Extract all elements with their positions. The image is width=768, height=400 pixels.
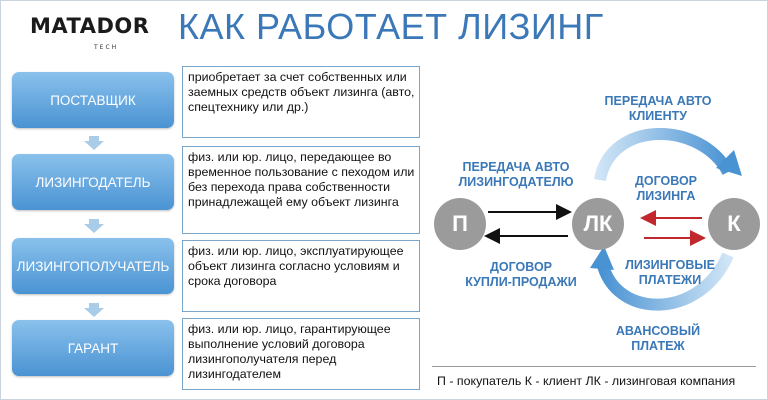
label-transfer-client: ПЕРЕДАЧА АВТО КЛИЕНТУ: [604, 94, 712, 123]
description-lessor: физ. или юр. лицо, передающее во временное пользование с пеходом или без перехода права собственности принадлежащей ему объект лизинга: [182, 146, 420, 234]
logo-word: MATADOR: [30, 14, 150, 38]
legend-text: П - покупатель К - клиент ЛК - лизинговая компания: [437, 374, 736, 388]
node-buyer: П: [434, 198, 486, 250]
node-client: К: [708, 198, 760, 250]
label-advance-payment: АВАНСОВЫЙ ПЛАТЕЖ: [615, 324, 701, 353]
role-supplier: ПОСТАВЩИК: [12, 72, 174, 128]
role-guarantor: ГАРАНТ: [12, 320, 174, 376]
role-lessor: ЛИЗИНГОДАТЕЛЬ: [12, 154, 174, 210]
down-arrow-icon: [84, 136, 104, 150]
description-lessee: физ. или юр. лицо, эксплуатирующее объект лизинга согласно условиям и срока договора: [182, 240, 420, 312]
label-transfer-lessor: ПЕРЕДАЧА АВТО ЛИЗИНГОДАТЕЛЮ: [458, 160, 574, 189]
label-lease-contract: ДОГОВОР ЛИЗИНГА: [634, 174, 698, 203]
matador-logo: [30, 12, 150, 56]
page-title: КАК РАБОТАЕТ ЛИЗИНГ: [178, 6, 604, 47]
down-arrow-icon: [84, 219, 104, 233]
description-supplier: приобретает за счет собственных или заемных средств объект лизинга (авто, спецтехнику или др.): [182, 66, 420, 138]
description-guarantor: физ. или юр. лицо, гарантирующее выполнение условий договора лизингополучателя перед лизингодателем: [182, 318, 420, 390]
role-lessee: ЛИЗИНГОПОЛУЧАТЕЛЬ: [12, 238, 174, 294]
logo-sub: TECH: [94, 44, 119, 51]
legend-divider: [432, 366, 756, 367]
label-lease-payments: ЛИЗИНГОВЫЕ ПЛАТЕЖИ: [625, 258, 715, 287]
node-leasing-company: ЛК: [572, 198, 624, 250]
label-purchase-contract: ДОГОВОР КУПЛИ-ПРОДАЖИ: [465, 260, 577, 289]
down-arrow-icon: [84, 303, 104, 317]
